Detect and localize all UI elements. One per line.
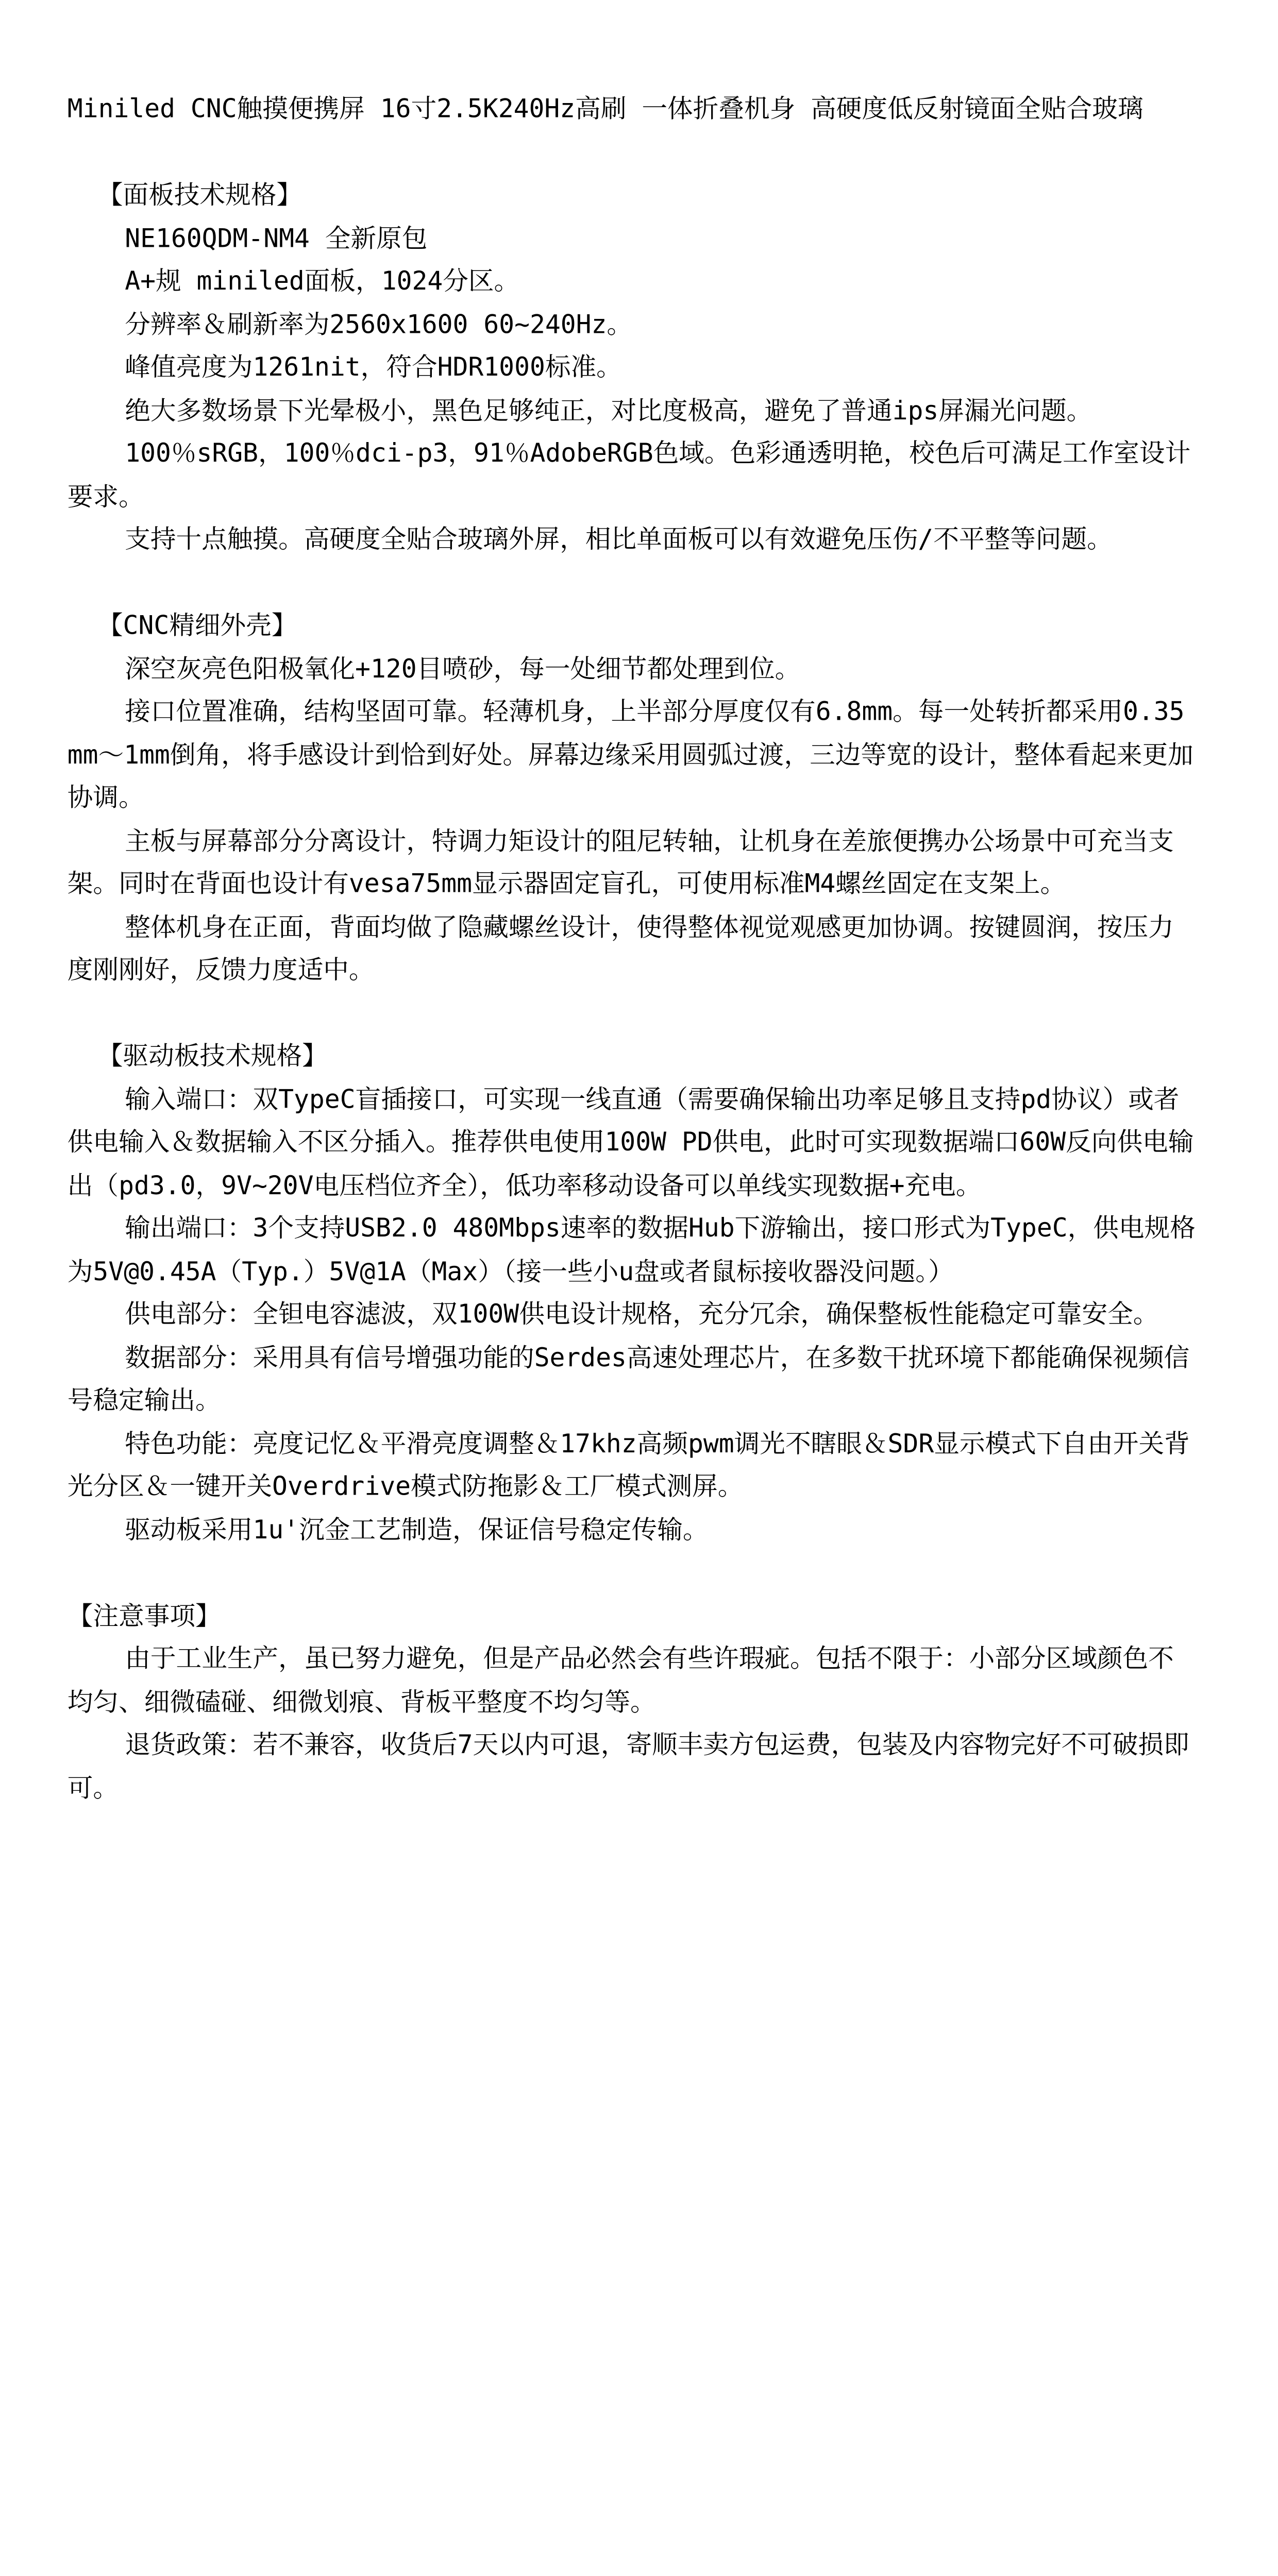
paragraph: 输出端口：3个支持USB2.0 480Mbps速率的数据Hub下游输出，接口形式为TypeC，供电规格为5V@0.45A（Typ.）5V@1A（Max）（接一些小u盘或者鼠标接收器没问题。）: [67, 1213, 1196, 1286]
paragraph: 峰值亮度为1261nit，符合HDR1000标准。: [125, 351, 622, 382]
paragraph: 接口位置准确，结构坚固可靠。轻薄机身，上半部分厚度仅有6.8mm。每一处转折都采用0.35mm～1mm倒角，将手感设计到恰到好处。屏幕边缘采用圆弧过渡，三边等宽的设计，整体看起来更加协调。: [67, 696, 1193, 812]
section-heading: 【面板技术规格】: [97, 179, 302, 210]
document-title: Miniled CNC触摸便携屏 16寸2.5K240Hz高刷 一体折叠机身 高硬度低反射镜面全贴合玻璃: [67, 93, 1144, 124]
paragraph: 深空灰亮色阳极氧化+120目喷砂，每一处细节都处理到位。: [125, 653, 801, 683]
paragraph: A+规 miniled面板，1024分区。: [125, 265, 520, 296]
paragraph-return-policy: 退货政策：若不兼容，收货后7天以内可退，寄顺丰卖方包运费，包装及内容物完好不可破损即可。: [67, 1729, 1189, 1803]
document-content: [68, 88, 1198, 1853]
section-heading: 【驱动板技术规格】: [97, 1040, 328, 1071]
section-panel-specs: [68, 174, 1198, 561]
paragraph: NE160QDM-NM4 全新原包: [125, 223, 428, 253]
paragraph: 数据部分：采用具有信号增强功能的Serdes高速处理芯片，在多数干扰环境下都能确保视频信号稳定输出。: [67, 1342, 1190, 1415]
paragraph: 100％sRGB，100％dci-p3，91％AdobeRGB色域。色彩通透明艳，校色后可满足工作室设计要求。: [67, 438, 1191, 511]
section-driver-board-specs: [68, 1035, 1198, 1551]
paragraph: 主板与屏幕部分分离设计，特调力矩设计的阻尼转轴，让机身在差旅便携办公场景中可充当支架。同时在背面也设计有vesa75mm显示器固定盲孔，可使用标准M4螺丝固定在支架上。: [67, 825, 1174, 899]
paragraph: 整体机身在正面，背面均做了隐藏螺丝设计，使得整体视觉观感更加协调。按键圆润，按压力度刚刚好，反馈力度适中。: [67, 911, 1174, 985]
paragraph: 特色功能：亮度记忆＆平滑亮度调整＆17khz高频pwm调光不瞎眼＆SDR显示模式下自由开关背光分区＆一键开关Overdrive模式防拖影＆工厂模式测屏。: [67, 1428, 1190, 1501]
paragraph: 由于工业生产，虽已努力避免，但是产品必然会有些许瑕疵。包括不限于：小部分区域颜色不均匀、细微磕碰、细微划痕、背板平整度不均匀等。: [67, 1643, 1174, 1717]
paragraph: 支持十点触摸。高硬度全贴合玻璃外屏，相比单面板可以有效避免压伤/不平整等问题。: [125, 524, 1113, 554]
section-heading: 【注意事项】: [67, 1600, 221, 1631]
paragraph: 输入端口：双TypeC盲插接口，可实现一线直通（需要确保输出功率足够且支持pd协议）或者供电输入＆数据输入不区分插入。推荐供电使用100W PD供电，此时可实现数据端口60W反向供电输出（pd3.0，9V~20V电压档位齐全），低功率移动设备可以单线实现数据+充电。: [67, 1083, 1194, 1200]
paragraph: 绝大多数场景下光晕极小，黑色足够纯正，对比度极高，避免了普通ips屏漏光问题。: [125, 395, 1092, 425]
paragraph: 供电部分：全钽电容滤波，双100W供电设计规格，充分冗余，确保整板性能稳定可靠安全。: [125, 1299, 1159, 1329]
paragraph: 驱动板采用1u'沉金工艺制造，保证信号稳定传输。: [125, 1514, 709, 1545]
section-heading: 【CNC精细外壳】: [97, 610, 297, 640]
section-cnc-shell: [68, 604, 1198, 991]
paragraph: 分辨率＆刷新率为2560x1600 60~240Hz。: [125, 309, 633, 339]
section-notes: [68, 1594, 1198, 1809]
